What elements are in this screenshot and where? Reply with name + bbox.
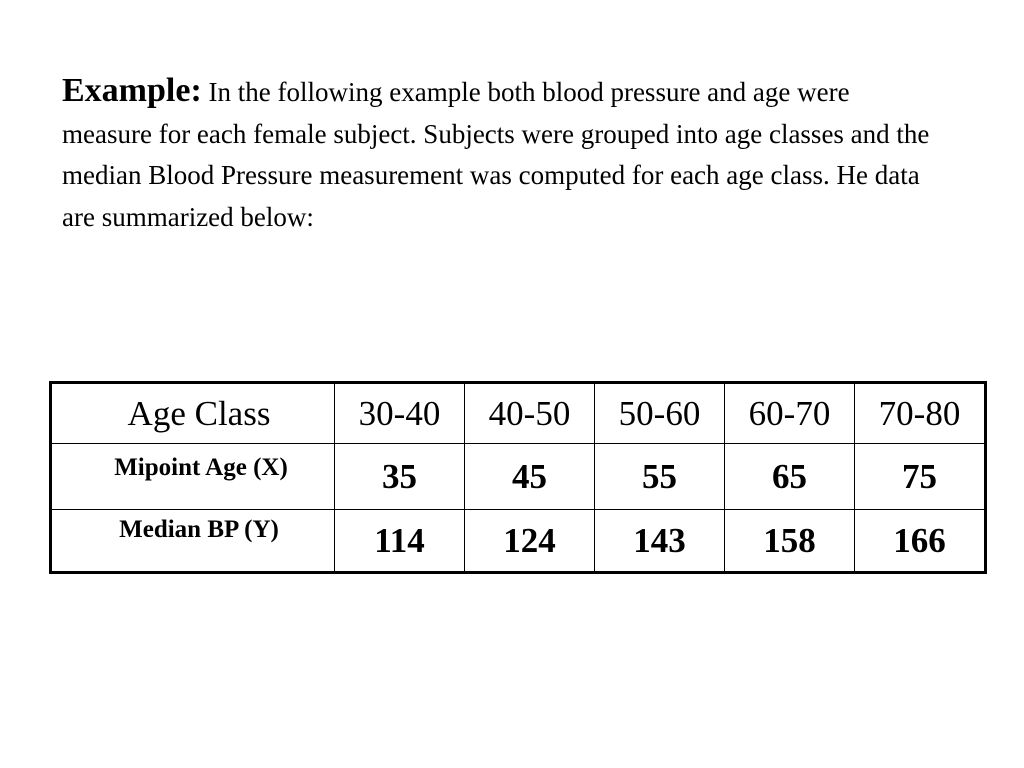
age-class-cell: 70-80 — [855, 383, 986, 444]
table-header-row — [51, 383, 986, 444]
midpoint-age-cell: 75 — [855, 444, 986, 510]
example-body-text: In the following example both blood pressure and age were measure for each female subject. Subjects were grouped into age classes and the median Blood Pressure measurement was computed for each age class. He data are summarized below: — [62, 77, 930, 232]
median-bp-label-cell: Median BP (Y) — [51, 510, 335, 573]
age-class-cell: 40-50 — [465, 383, 595, 444]
median-bp-cell: 124 — [465, 510, 595, 573]
age-bp-table — [49, 381, 987, 574]
header-label-cell: Age Class — [51, 383, 335, 444]
midpoint-age-cell: 45 — [465, 444, 595, 510]
example-paragraph — [62, 70, 942, 238]
age-class-cell: 50-60 — [595, 383, 725, 444]
midpoint-age-cell: 35 — [335, 444, 465, 510]
age-class-cell: 30-40 — [335, 383, 465, 444]
midpoint-age-cell: 65 — [725, 444, 855, 510]
median-bp-cell: 158 — [725, 510, 855, 573]
table-row — [51, 444, 986, 510]
example-lead: Example: — [62, 72, 202, 109]
median-bp-cell: 143 — [595, 510, 725, 573]
age-class-cell: 60-70 — [725, 383, 855, 444]
median-bp-cell: 114 — [335, 510, 465, 573]
midpoint-age-cell: 55 — [595, 444, 725, 510]
median-bp-cell: 166 — [855, 510, 986, 573]
midpoint-age-label-cell: Mipoint Age (X) — [51, 444, 335, 510]
table-row — [51, 510, 986, 573]
